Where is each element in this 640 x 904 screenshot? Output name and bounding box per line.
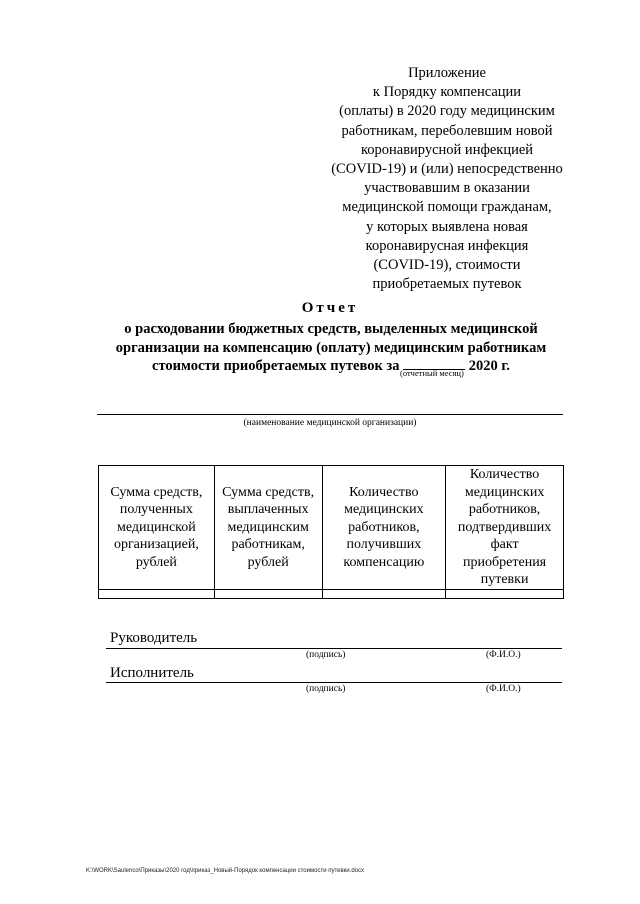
appendix-line: (COVID-19), стоимости [373, 257, 521, 274]
appendix-line: коронавирусная инфекция [365, 237, 529, 254]
table-row [99, 589, 564, 598]
appendix-line: у которых выявлена новая [366, 218, 528, 235]
appendix-line: участвовавшим в оказании [364, 180, 530, 197]
table-cell [446, 589, 564, 598]
org-name-hint: (наименование медицинской организации) [243, 418, 417, 428]
report-subtitle-line: организации на компенсацию (оплату) медицинским работникам [115, 339, 547, 356]
appendix-line: Приложение [408, 65, 486, 81]
appendix-line: к Порядку компенсации [372, 84, 522, 101]
report-table [98, 465, 564, 599]
footer-file-path: K:\WORK\Saulenco\Приказы\2020 год\приказ_Новый-Порядок компенсации стоимости путевки.docx [86, 868, 364, 874]
table-header-row [99, 466, 564, 590]
executor-name-hint: (Ф.И.О.) [486, 684, 521, 694]
appendix-line: медицинской помощи гражданам, [342, 199, 552, 216]
period-hint: (отчетный месяц) [400, 368, 464, 378]
head-signature-line [106, 648, 562, 649]
executor-signature-line [106, 682, 562, 683]
report-subtitle-line-period [96, 357, 566, 376]
appendix-line: работникам, переболевшим новой [341, 122, 553, 139]
table-cell [214, 589, 322, 598]
table-cell [322, 589, 446, 598]
head-name-hint: (Ф.И.О.) [486, 650, 521, 660]
table-header-cell: Сумма средств, выплаченных медицинским работникам, рублей [214, 466, 322, 590]
appendix-line: (оплаты) в 2020 году медицинским [339, 103, 555, 120]
report-subtitle-line: о расходовании бюджетных средств, выделенных медицинской [124, 321, 538, 337]
executor-sign-hint: (подпись) [306, 684, 346, 694]
appendix-line: (COVID-19) и (или) непосредственно [331, 161, 563, 178]
report-subtitle-prefix: стоимости приобретаемых путевок за [152, 358, 400, 374]
table-header-cell: Сумма средств, полученных медицинской организацией, рублей [99, 466, 215, 590]
executor-label: Исполнитель [110, 665, 194, 681]
head-label: Руководитель [110, 630, 198, 646]
appendix-line: коронавирусной инфекцией [360, 141, 534, 158]
report-title: Отчет [301, 300, 359, 316]
head-sign-hint: (подпись) [306, 650, 346, 660]
report-subtitle-suffix: 2020 г. [468, 358, 510, 374]
appendix-line: приобретаемых путевок [372, 276, 522, 293]
table-cell [99, 589, 215, 598]
appendix-block [318, 64, 576, 294]
org-name-line [97, 414, 563, 415]
table-header-cell: Количество медицинских работников, получивших компенсацию [322, 466, 446, 590]
table-header-cell: Количество медицинских работников, подтвердивших факт приобретения путевки [446, 466, 564, 590]
report-subtitle [96, 320, 566, 376]
